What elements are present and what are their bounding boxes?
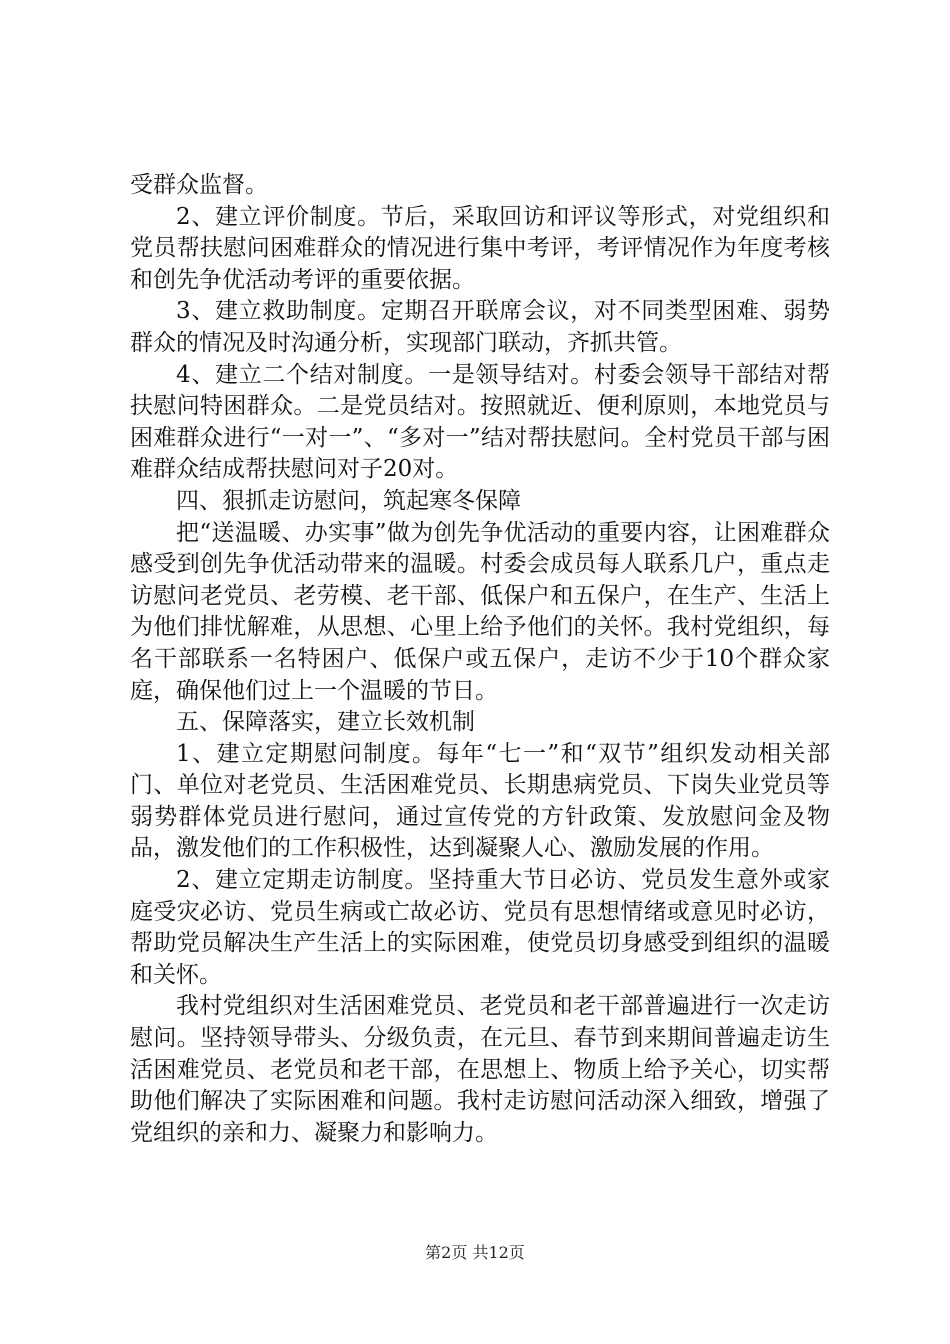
- page-footer: [0, 1243, 950, 1263]
- paragraph-8: 1、建立定期慰问制度。每年“七一”和“双节”组织发动相关部门、单位对老党员、生活困难党员、长期患病党员、下岗失业党员等弱势群体党员进行慰问，通过宣传党的方针政策、发放慰问金及物品，激发他们的工作积极性，达到凝聚人心、激励发展的作用。: [130, 740, 830, 862]
- section-heading-4: 四、狠抓走访慰问，筑起寒冬保障: [176, 487, 521, 514]
- paragraph-6: 把“送温暖、办实事”做为创先争优活动的重要内容，让困难群众感受到创先争优活动带来的温暖。村委会成员每人联系几户，重点走访慰问老党员、老劳模、老干部、低保户和五保户，在生产、生活上为他们排忧解难，从思想、心里上给予他们的关怀。我村党组织，每名干部联系一名特困户、低保户或五保户，走访不少于10个群众家庭，确保他们过上一个温暖的节日。: [130, 519, 830, 704]
- paragraph-3: 3、建立救助制度。定期召开联席会议，对不同类型困难、弱势群众的情况及时沟通分析，实现部门联动，齐抓共管。: [130, 298, 830, 356]
- paragraph-4: 4、建立二个结对制度。一是领导结对。村委会领导干部结对帮扶慰问特困群众。二是党员结对。按照就近、便利原则，本地党员与困难群众进行“一对一”、“多对一”结对帮扶慰问。全村党员干部与困难群众结成帮扶慰问对子20对。: [130, 361, 830, 483]
- document-body: [130, 170, 830, 1149]
- paragraph-1: 受群众监督。: [130, 172, 268, 198]
- page-number-label: 第2页 共12页: [425, 1243, 525, 1262]
- paragraph-10: 我村党组织对生活困难党员、老党员和老干部普遍进行一次走访慰问。坚持领导带头、分级负责，在元旦、春节到来期间普遍走访生活困难党员、老党员和老干部，在思想上、物质上给予关心，切实帮助他们解决了实际困难和问题。我村走访慰问活动深入细致，增强了党组织的亲和力、凝聚力和影响力。: [130, 993, 830, 1146]
- section-heading-5: 五、保障落实，建立长效机制: [176, 709, 475, 736]
- paragraph-2: 2、建立评价制度。节后，采取回访和评议等形式，对党组织和党员帮扶慰问困难群众的情况进行集中考评，考评情况作为年度考核和创先争优活动考评的重要依据。: [130, 203, 830, 293]
- paragraph-9: 2、建立定期走访制度。坚持重大节日必访、党员发生意外或家庭受灾必访、党员生病或亡故必访、党员有思想情绪或意见时必访，帮助党员解决生产生活上的实际困难，使党员切身感受到组织的温暖和关怀。: [130, 867, 830, 988]
